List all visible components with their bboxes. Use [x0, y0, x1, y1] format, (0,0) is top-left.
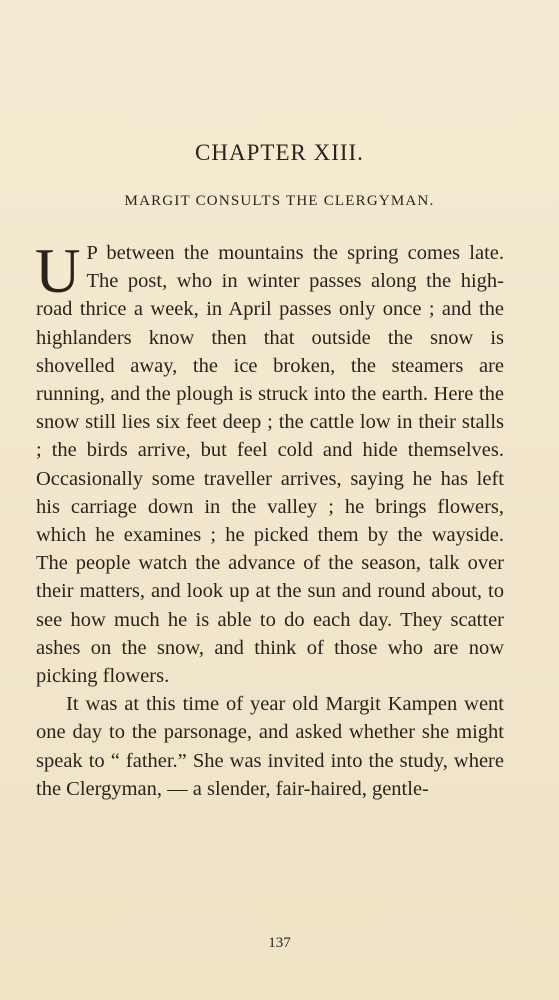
- chapter-title: CHAPTER XIII.: [195, 140, 364, 165]
- paragraph-2: It was at this time of year old Margit Kampen went one day to the parsonage, and asked whether she might speak to “ father.” She was invited into the study, where the Clergyman, — a slender, fair-haired, gentle-: [36, 693, 504, 800]
- page-number: 137: [268, 935, 291, 951]
- paragraph-1: [35, 236, 504, 690]
- drop-cap: U: [35, 236, 81, 306]
- paragraph-1-text: P between the mountains the spring comes late. The post, who in winter passes along the high-road thrice a week, in April passes only once ; and the highlanders know then that outside the snow is shovelled away, the ice broken, the steamers are running, and the plough is struck into the earth. Here the snow still lies six feet deep ; the cattle low in their stalls ; the birds arrive, but feel cold and hide themselves. Occasionally some traveller arrives, saying he has left his carriage down in the valley ; he brings flowers, which he examines ; he picked them by the wayside. The people watch the advance of the season, talk over their matters, and look up at the sun and round about, to see how much he is able to do each day. They scatter ashes on the snow, and think of those who are now picking flowers.: [36, 242, 504, 688]
- body-text: [35, 236, 504, 803]
- chapter-subtitle: MARGIT CONSULTS THE CLERGYMAN.: [124, 193, 435, 209]
